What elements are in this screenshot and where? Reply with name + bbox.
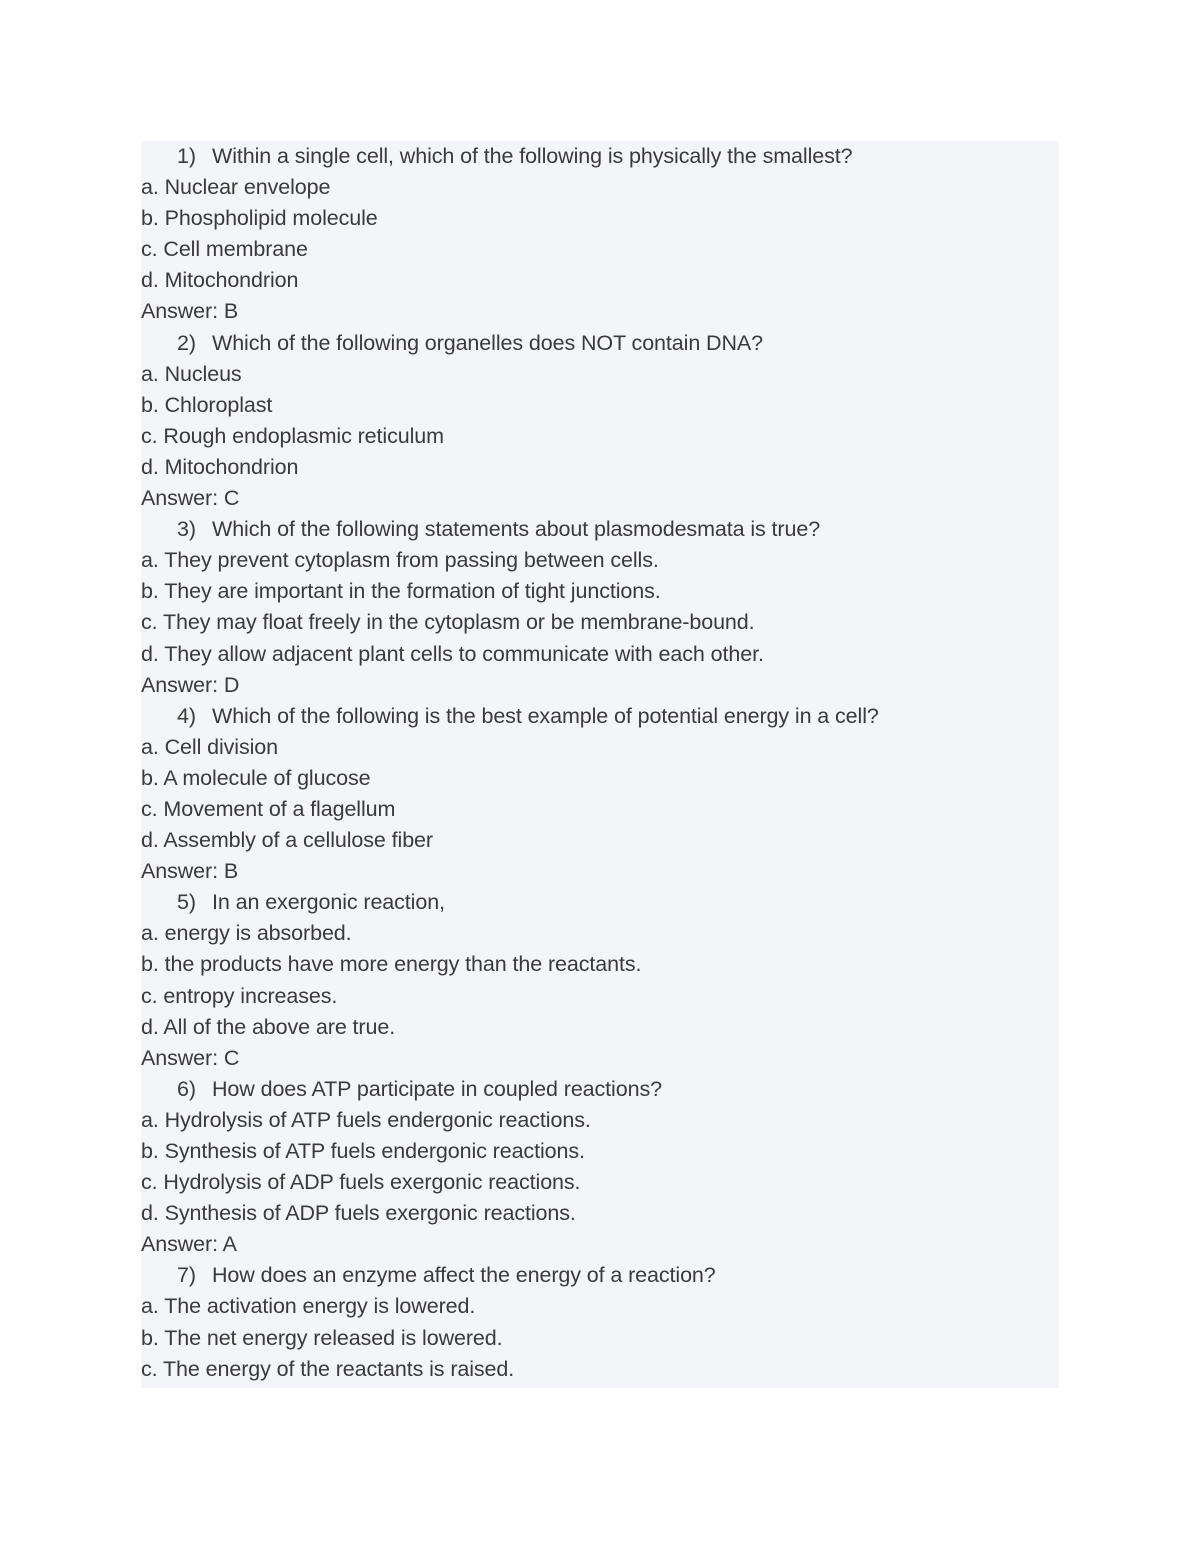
answer-option: a. They prevent cytoplasm from passing between cells. [141, 548, 659, 573]
answer-option: d. Synthesis of ADP fuels exergonic reactions. [141, 1201, 576, 1226]
question-prompt: Within a single cell, which of the following is physically the smallest? [212, 144, 853, 168]
question-block [141, 328, 1059, 515]
answer-option: c. Hydrolysis of ADP fuels exergonic reactions. [141, 1170, 581, 1195]
question-prompt: Which of the following is the best example of potential energy in a cell? [212, 703, 879, 728]
answer-option: c. Rough endoplasmic reticulum [141, 423, 444, 448]
answer-option: a. Hydrolysis of ATP fuels endergonic reactions. [141, 1107, 591, 1132]
answer-option: d. They allow adjacent plant cells to communicate with each other. [141, 641, 764, 666]
document-page [141, 141, 1059, 1388]
answer-key: Answer: D [141, 672, 240, 697]
answer-option: a. energy is absorbed. [141, 921, 352, 946]
answer-option: c. They may float freely in the cytoplasm or be membrane-bound. [141, 610, 755, 635]
answer-option: a. Cell division [141, 734, 279, 759]
answer-key: Answer: A [141, 1232, 237, 1257]
answer-option: a. Nucleus [141, 361, 242, 386]
answer-option: a. The activation energy is lowered. [141, 1294, 476, 1319]
answer-option: b. Phospholipid molecule [141, 206, 378, 231]
question-number: 5) [177, 890, 196, 915]
answer-option: c. Movement of a flagellum [141, 796, 396, 821]
answer-option: a. Nuclear envelope [141, 175, 331, 200]
question-text [141, 701, 1059, 732]
question-prompt: Which of the following statements about plasmodesmata is true? [212, 517, 821, 542]
question-number: 7) [177, 1263, 196, 1288]
question-text [141, 1260, 1059, 1291]
answer-option: d. Mitochondrion [141, 268, 299, 293]
question-number: 1) [177, 144, 196, 168]
answer-option: b. Synthesis of ATP fuels endergonic reactions. [141, 1139, 585, 1163]
answer-option: c. Cell membrane [141, 237, 308, 262]
question-block [141, 514, 1059, 701]
answer-option: c. The energy of the reactants is raised. [141, 1356, 515, 1381]
answer-option: d. All of the above are true. [141, 1014, 396, 1039]
question-text [141, 1074, 1059, 1105]
answer-option: b. A molecule of glucose [141, 765, 371, 790]
question-block [141, 141, 1059, 328]
question-block [141, 701, 1059, 888]
answer-option: b. They are important in the formation of tight junctions. [141, 579, 661, 604]
question-text [141, 887, 1059, 918]
question-text [141, 514, 1059, 545]
answer-key: Answer: B [141, 859, 239, 884]
question-block [141, 1260, 1059, 1384]
answer-key: Answer: C [141, 486, 240, 511]
question-number: 2) [177, 330, 196, 355]
answer-key: Answer: B [141, 299, 239, 324]
question-block [141, 1074, 1059, 1261]
question-prompt: In an exergonic reaction, [212, 890, 445, 915]
question-block [141, 887, 1059, 1074]
answer-option: b. The net energy released is lowered. [141, 1325, 503, 1350]
question-text [141, 141, 1059, 172]
question-prompt: How does ATP participate in coupled reactions? [212, 1076, 662, 1101]
question-prompt: How does an enzyme affect the energy of a reaction? [212, 1263, 716, 1288]
answer-option: d. Assembly of a cellulose fiber [141, 828, 433, 853]
question-number: 6) [177, 1076, 196, 1101]
question-number: 4) [177, 703, 196, 728]
question-prompt: Which of the following organelles does NOT contain DNA? [212, 330, 764, 355]
answer-option: b. the products have more energy than the reactants. [141, 952, 642, 977]
question-number: 3) [177, 517, 196, 542]
answer-option: c. entropy increases. [141, 983, 338, 1008]
answer-option: b. Chloroplast [141, 392, 273, 417]
answer-key: Answer: C [141, 1045, 240, 1070]
question-text [141, 328, 1059, 359]
answer-option: d. Mitochondrion [141, 454, 299, 479]
